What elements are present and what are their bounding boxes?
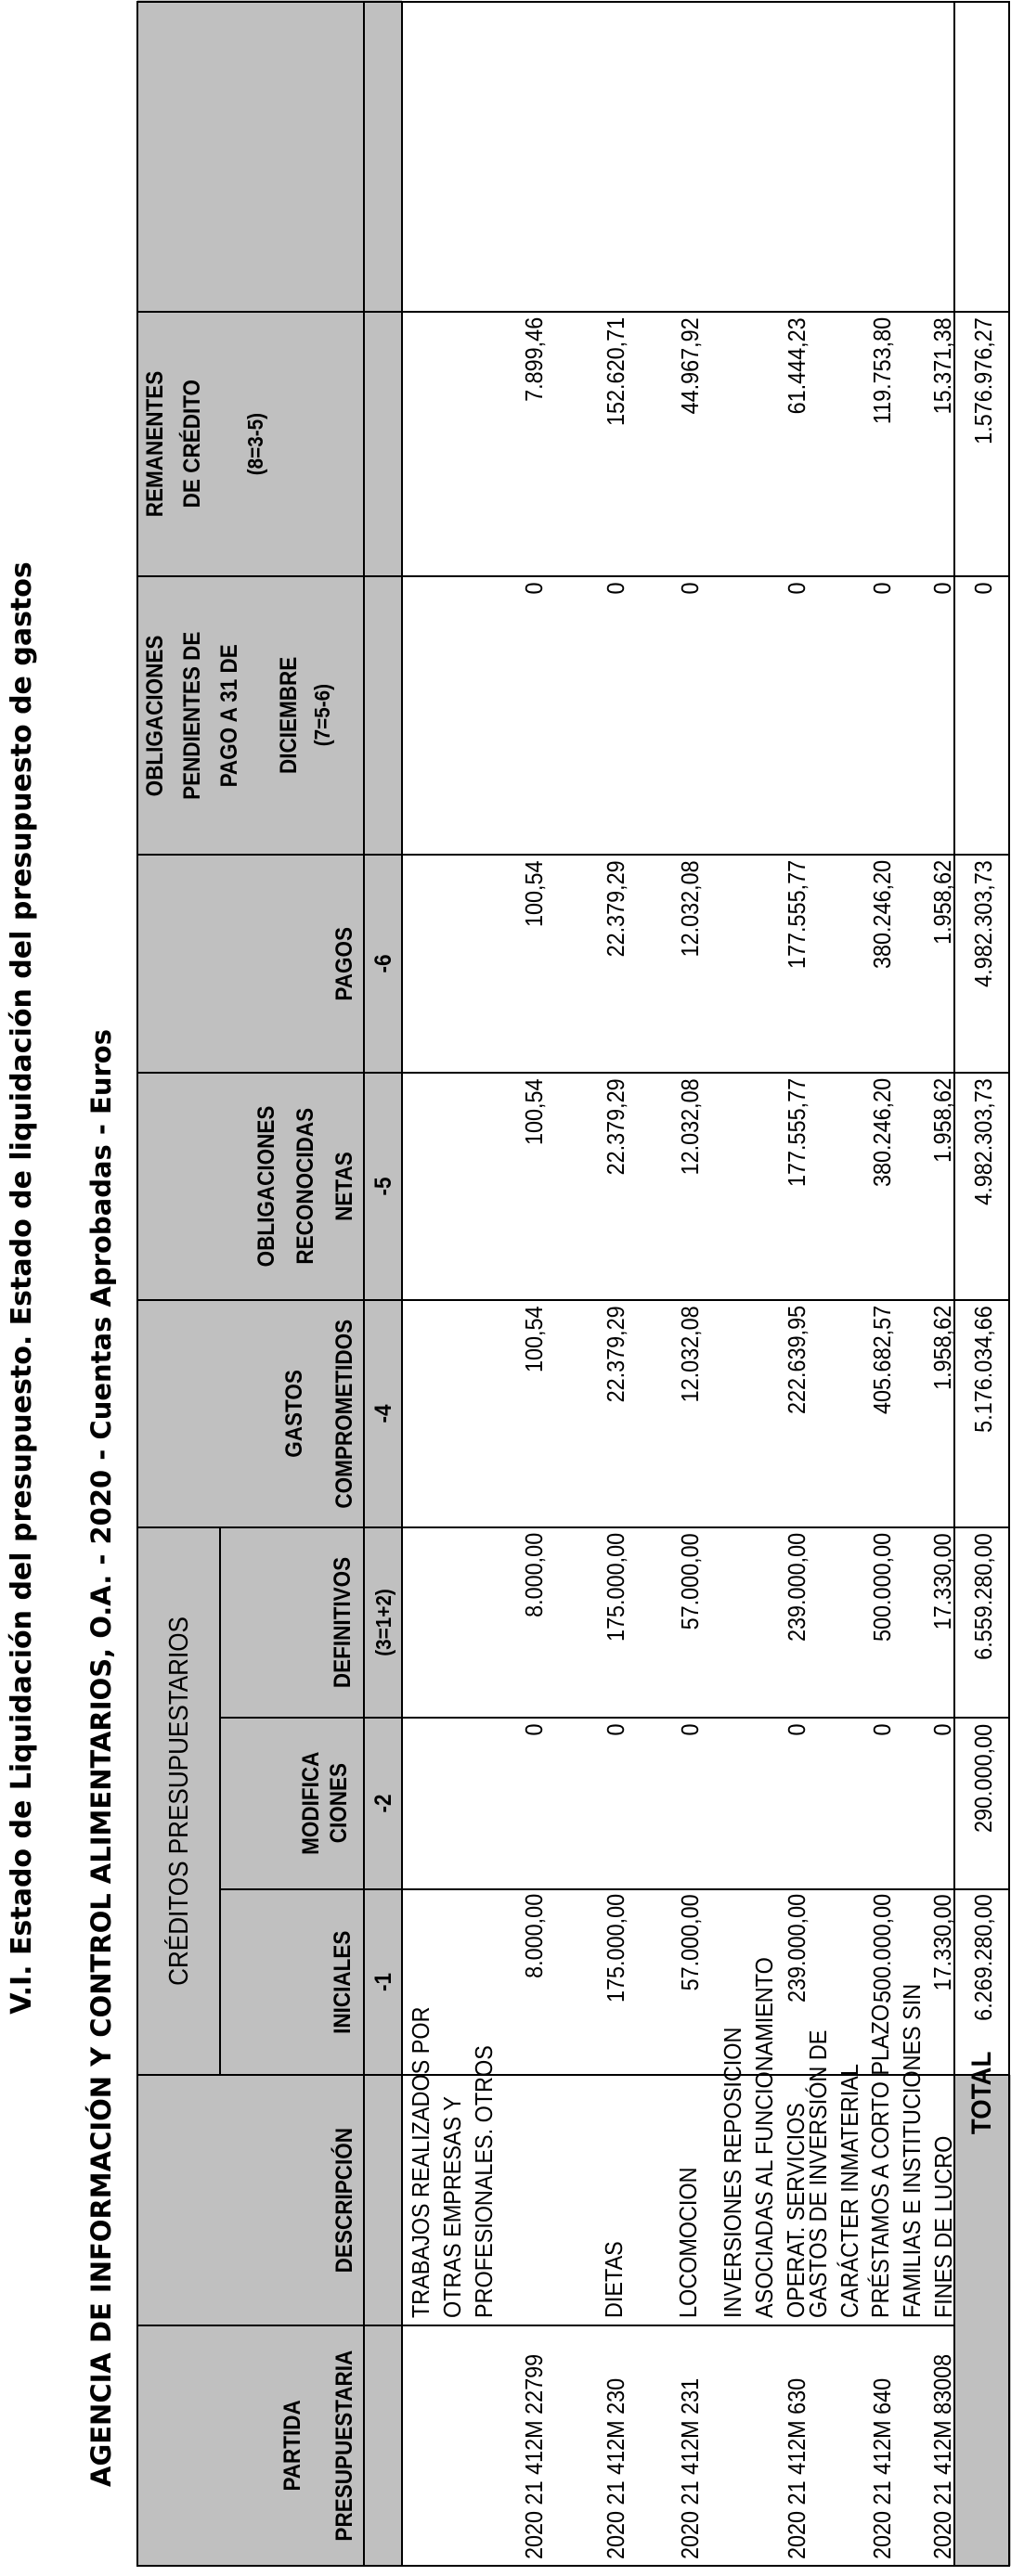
header-descripcion-label: DESCRIPCIÓN xyxy=(331,2127,357,2273)
row-pendientes: 0 xyxy=(676,583,704,596)
total-obligaciones: 4.982.303,73 xyxy=(969,1078,997,1205)
header-pagos xyxy=(137,855,364,1073)
row-descripcion-line: OTRAS EMPRESAS Y xyxy=(438,2096,466,2318)
row-remanentes: 152.620,71 xyxy=(602,317,629,427)
header-gastos-line2: COMPROMETIDOS xyxy=(331,1319,357,1509)
row-pendientes: 0 xyxy=(928,583,956,596)
row-descripcion-line: ASOCIADAS AL FUNCIONAMIENTO xyxy=(750,1957,778,2318)
total-label: TOTAL xyxy=(966,2051,997,2135)
row-remanentes: 7.899,46 xyxy=(520,317,548,403)
row-partida: 2020 21 412M 640 xyxy=(868,2377,896,2559)
row-partida: 2020 21 412M 230 xyxy=(602,2377,629,2559)
header-partida-line2: PRESUPUESTARIA xyxy=(331,2350,357,2542)
row-descripcion-line: INVERSIONES REPOSICION xyxy=(719,2027,746,2318)
row-pagos: 1.958,62 xyxy=(928,860,956,946)
row-descripcion-line: CARÁCTER INMATERIAL xyxy=(836,2064,863,2318)
row-pendientes: 0 xyxy=(783,583,810,596)
row-pendientes: 0 xyxy=(520,583,548,596)
total-iniciales: 6.269.280,00 xyxy=(969,1894,997,2021)
header-iniciales-label: INICIALES xyxy=(330,1930,356,2034)
header-modificaciones xyxy=(220,1718,364,1889)
header-creditos-label: CRÉDITOS PRESUPUESTARIOS xyxy=(163,1616,194,1986)
row-obligaciones: 380.246,20 xyxy=(868,1078,896,1188)
row-iniciales: 500.000,00 xyxy=(868,1894,896,2003)
row-descripcion-line: DIETAS xyxy=(600,2241,628,2318)
row-pendientes: 0 xyxy=(868,583,896,596)
row-modificaciones: 0 xyxy=(602,1724,629,1737)
header-remanentes-line1: REMANENTES xyxy=(142,370,168,518)
header-oblig-rec-line2: RECONOCIDAS xyxy=(292,1108,318,1265)
header-definitivos xyxy=(220,1527,364,1718)
row-pendientes: 0 xyxy=(602,583,629,596)
row-remanentes: 61.444,23 xyxy=(783,317,810,415)
row-descripcion xyxy=(405,2007,499,2318)
subheader-gastos: -4 xyxy=(369,1404,396,1423)
header-partida xyxy=(137,2325,364,2566)
row-modificaciones: 0 xyxy=(520,1724,548,1737)
row-pagos: 380.246,20 xyxy=(868,860,896,970)
header-modificaciones-line1: MODIFICA xyxy=(298,1751,324,1856)
total-comprometidos: 5.176.034,66 xyxy=(969,1306,997,1433)
row-descripcion-line: PRÉSTAMOS A CORTO PLAZO. xyxy=(866,1998,894,2318)
entity-subtitle: AGENCIA DE INFORMACIÓN Y CONTROL ALIMENTARIOS, O.A. - 2020 - Cuentas Aprobadas - Euros xyxy=(85,1029,117,2487)
header-oblig-rec-line3: NETAS xyxy=(331,1152,357,1221)
row-descripcion xyxy=(864,1984,959,2318)
row-comprometidos: 1.958,62 xyxy=(928,1306,956,1391)
row-obligaciones: 12.032,08 xyxy=(676,1078,704,1176)
header-partida-line1: PARTIDA xyxy=(279,2400,305,2492)
header-modificaciones-line2: CIONES xyxy=(326,1763,352,1844)
header-pagos-label: PAGOS xyxy=(331,926,357,1001)
row-descripcion-line: FINES DE LUCRO xyxy=(929,2135,957,2318)
page-title: V.I. Estado de Liquidación del presupuesto. Estado de liquidación del presupuesto de gastos xyxy=(6,561,38,2015)
row-iniciales: 175.000,00 xyxy=(602,1894,629,2003)
header-creditos xyxy=(137,1527,220,2075)
row-descripcion xyxy=(598,2241,629,2318)
row-definitivos: 500.000,00 xyxy=(868,1533,896,1642)
row-partida: 2020 21 412M 231 xyxy=(676,2377,704,2559)
subheader-modificaciones: -2 xyxy=(369,1794,396,1813)
row-modificaciones: 0 xyxy=(928,1724,956,1737)
header-oblig-pend-line2: PENDIENTES DE xyxy=(179,631,205,800)
header-definitivos-label: DEFINITIVOS xyxy=(330,1556,356,1689)
subheader-iniciales: -1 xyxy=(369,1973,396,1992)
header-iniciales xyxy=(220,1889,364,2075)
header-remanentes-line2: DE CRÉDITO xyxy=(179,380,205,509)
row-pagos: 22.379,29 xyxy=(602,860,629,958)
subheader-pagos: -6 xyxy=(369,954,396,973)
row-iniciales: 239.000,00 xyxy=(783,1894,810,2003)
header-oblig-pend-num: (7=5-6) xyxy=(310,684,334,747)
row-partida: 2020 21 412M 630 xyxy=(783,2377,810,2559)
row-partida: 2020 21 412M 22799 xyxy=(520,2353,548,2559)
row-comprometidos: 405.682,57 xyxy=(868,1306,896,1415)
row-descripcion-line: OPERAT. SERVICIOS xyxy=(782,2103,810,2318)
row-definitivos: 17.330,00 xyxy=(928,1533,956,1630)
row-comprometidos: 22.379,29 xyxy=(602,1306,629,1403)
row-obligaciones: 22.379,29 xyxy=(602,1078,629,1176)
total-label-fill xyxy=(954,2075,1011,2566)
subheader-obligaciones: -5 xyxy=(369,1177,396,1196)
row-obligaciones: 1.958,62 xyxy=(928,1078,956,1164)
row-definitivos: 239.000,00 xyxy=(783,1533,810,1642)
header-oblig-pend-line1: OBLIGACIONES xyxy=(142,635,168,796)
total-pagos: 4.982.303,73 xyxy=(969,860,997,987)
total-definitivos: 6.559.280,00 xyxy=(969,1533,997,1660)
row-comprometidos: 222.639,95 xyxy=(783,1306,810,1415)
header-gastos-line1: GASTOS xyxy=(281,1370,307,1458)
row-remanentes: 44.967,92 xyxy=(676,317,704,415)
row-remanentes: 119.753,80 xyxy=(868,317,896,425)
row-definitivos: 175.000,00 xyxy=(602,1533,629,1642)
row-descripcion-line: PROFESIONALES. OTROS xyxy=(470,2045,498,2318)
row-comprometidos: 12.032,08 xyxy=(676,1306,704,1403)
header-gastos xyxy=(137,1300,364,1527)
header-remanentes-num: (8=3-5) xyxy=(243,412,267,476)
row-modificaciones: 0 xyxy=(783,1724,810,1737)
total-pendientes: 0 xyxy=(969,583,997,596)
header-descripcion xyxy=(137,2075,364,2325)
header-oblig-pend-line3: PAGO A 31 DE xyxy=(216,643,242,788)
header-oblig-rec-line1: OBLIGACIONES xyxy=(253,1105,279,1268)
row-descripcion xyxy=(672,2167,704,2318)
row-descripcion-line: TRABAJOS REALIZADOS POR xyxy=(407,2006,434,2318)
subheader-definitivos: (3=1+2) xyxy=(370,1589,395,1656)
row-remanentes: 15.371,38 xyxy=(928,317,956,415)
row-descripcion-line: GASTOS DE INVERSIÓN DE xyxy=(804,2029,832,2318)
row-iniciales: 57.000,00 xyxy=(676,1894,704,1991)
row-pagos: 177.555,77 xyxy=(783,860,810,970)
row-definitivos: 8.000,00 xyxy=(520,1533,548,1618)
row-descripcion xyxy=(717,1957,811,2318)
row-obligaciones: 100,54 xyxy=(520,1078,548,1145)
row-descripcion-line: LOCOMOCION xyxy=(674,2167,702,2318)
row-obligaciones: 177.555,77 xyxy=(783,1078,810,1188)
row-modificaciones: 0 xyxy=(868,1724,896,1737)
row-pagos: 100,54 xyxy=(520,860,548,927)
header-obligaciones-reconocidas xyxy=(137,1073,364,1300)
header-remanentes xyxy=(137,312,364,576)
row-descripcion xyxy=(802,2030,865,2318)
row-pagos: 12.032,08 xyxy=(676,860,704,958)
row-definitivos: 57.000,00 xyxy=(676,1533,704,1630)
row-iniciales: 17.330,00 xyxy=(928,1894,956,1991)
row-partida: 2020 21 412M 83008 xyxy=(928,2353,956,2559)
row-iniciales: 8.000,00 xyxy=(520,1894,548,1979)
row-comprometidos: 100,54 xyxy=(520,1306,548,1372)
row-modificaciones: 0 xyxy=(676,1724,704,1737)
row-descripcion-line: FAMILIAS E INSTITUCIONES SIN xyxy=(898,1983,926,2318)
header-obligaciones-pendientes xyxy=(137,576,402,855)
total-modificaciones: 290.000,00 xyxy=(969,1724,997,1834)
total-remanentes: 1.576.976,27 xyxy=(969,317,997,444)
header-oblig-pend-line4: DICIEMBRE xyxy=(276,656,302,775)
